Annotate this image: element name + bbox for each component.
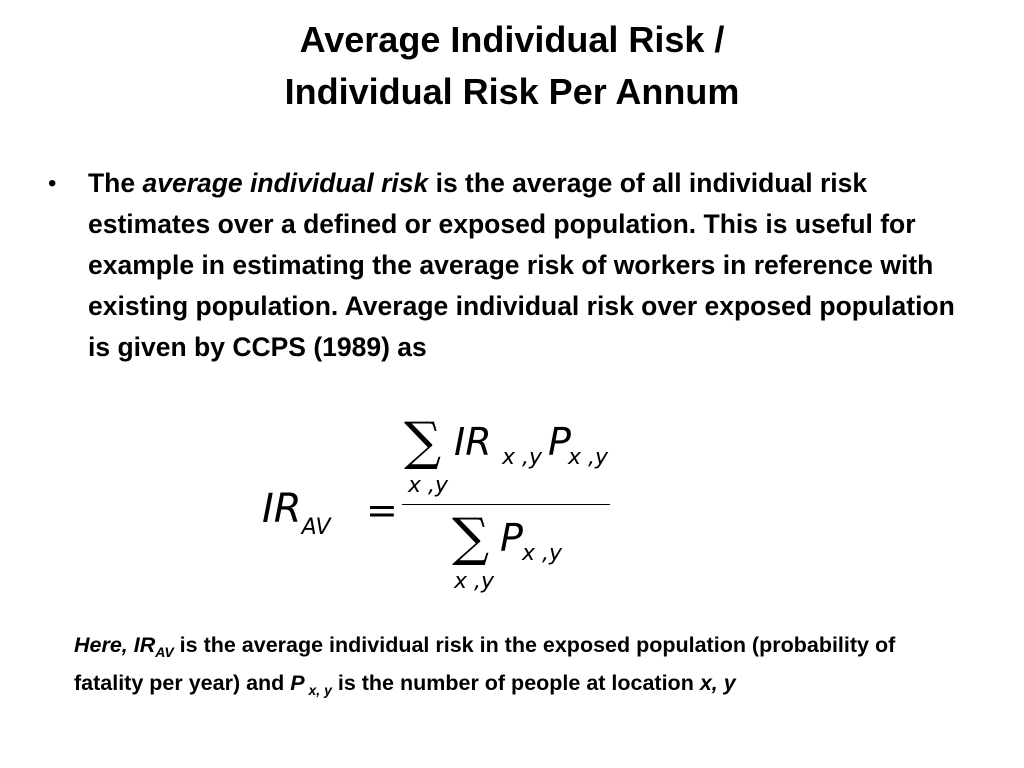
bullet-text — [88, 163, 968, 368]
average-risk-formula — [262, 408, 632, 608]
formula-lhs-symbol: IR — [262, 486, 302, 532]
note-p-symbol: P — [290, 671, 305, 695]
formula-note — [74, 630, 954, 706]
note-ir-subscript: AV — [155, 644, 174, 660]
numerator-sum-index: x ,y — [408, 473, 449, 498]
numerator-p-subscript: x ,y — [568, 445, 609, 470]
title-line-2: Individual Risk Per Annum — [284, 71, 740, 112]
fraction-bar — [402, 504, 610, 505]
formula-lhs-subscript: AV — [301, 515, 331, 540]
numerator-ir-symbol: IR — [454, 420, 492, 464]
note-p-subscript: x, y — [304, 682, 332, 698]
denominator-p-term: P — [500, 516, 523, 560]
formula-lhs — [262, 484, 331, 553]
denominator-sum-index: x ,y — [454, 569, 495, 594]
denominator-sum-icon: ∑ — [452, 508, 490, 568]
slide-title — [0, 14, 1024, 118]
note-here: Here, IR — [74, 633, 156, 657]
numerator-ir-subscript: x ,y — [502, 445, 543, 470]
note-part-1: is the average individual risk in the exposed population (probability of fatality per year) and — [74, 633, 896, 695]
denominator-p-subscript: x ,y — [522, 541, 563, 566]
title-line-1: Average Individual Risk / — [299, 19, 725, 60]
formula-equals: = — [366, 488, 398, 532]
numerator-ir-term — [454, 420, 492, 464]
numerator-p-term: P — [548, 420, 571, 464]
numerator-sum-icon: ∑ — [404, 412, 442, 472]
note-part-2: is the number of people at location — [331, 671, 700, 695]
note-location-xy: x, y — [699, 671, 736, 695]
bullet-text-start: The — [88, 168, 143, 198]
bullet-text-emphasis: average individual risk — [142, 168, 429, 198]
bullet-icon: • — [48, 170, 57, 197]
bullet-text-rest: is the average of all individual risk estimates over a defined or exposed population. This is useful for example in estimating the average risk of workers in reference with existing population. Average individual risk over exposed population is given by CCPS (1989) as — [88, 168, 955, 362]
